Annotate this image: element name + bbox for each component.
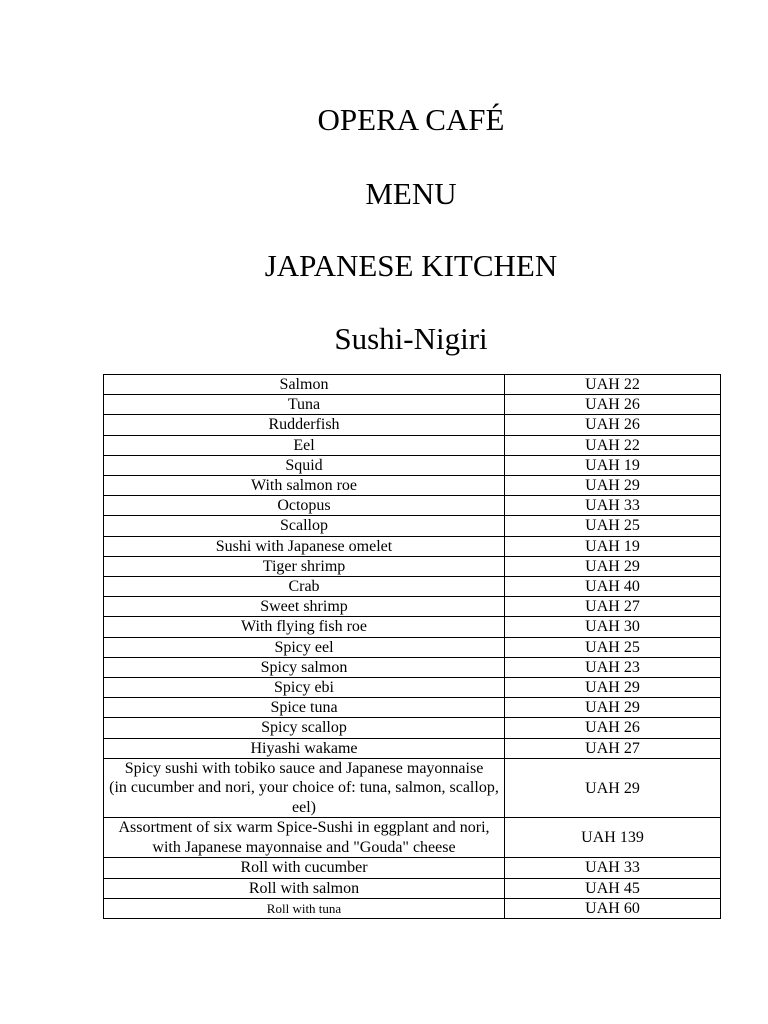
item-name: Spicy ebi (104, 678, 505, 698)
table-row (104, 698, 721, 718)
item-name: Spicy scallop (104, 718, 505, 738)
item-price: UAH 60 (505, 898, 721, 918)
table-row (104, 577, 721, 597)
item-price: UAH 25 (505, 637, 721, 657)
table-row (104, 718, 721, 738)
item-price: UAH 139 (505, 818, 721, 858)
kitchen-title: JAPANESE KITCHEN (264, 248, 558, 283)
table-row (104, 898, 721, 918)
table-row (104, 597, 721, 617)
item-price: UAH 22 (505, 435, 721, 455)
table-row (104, 556, 721, 576)
item-price: UAH 45 (505, 878, 721, 898)
table-row (104, 536, 721, 556)
item-price: UAH 29 (505, 476, 721, 496)
item-price: UAH 29 (505, 678, 721, 698)
item-price: UAH 29 (505, 556, 721, 576)
item-price: UAH 19 (505, 455, 721, 475)
item-name-main: Spicy sushi with tobiko sauce and Japanese mayonnaise (124, 759, 484, 777)
item-name: Assortment of six warm Spice-Sushi in eggplant and nori, with Japanese mayonnaise and "Gouda" cheese (104, 818, 505, 858)
table-row (104, 617, 721, 637)
item-name: With salmon roe (104, 476, 505, 496)
item-price: UAH 25 (505, 516, 721, 536)
item-price: UAH 26 (505, 415, 721, 435)
item-name: Spice tuna (104, 698, 505, 718)
item-name: With flying fish roe (104, 617, 505, 637)
item-name: Sushi with Japanese omelet (104, 536, 505, 556)
table-row (104, 758, 721, 818)
item-name: Roll with cucumber (104, 858, 505, 878)
item-price: UAH 26 (505, 395, 721, 415)
item-price: UAH 33 (505, 496, 721, 516)
item-price: UAH 33 (505, 858, 721, 878)
table-row (104, 637, 721, 657)
item-price: UAH 19 (505, 536, 721, 556)
table-row (104, 657, 721, 677)
item-price: UAH 22 (505, 375, 721, 395)
item-price: UAH 30 (505, 617, 721, 637)
table-row (104, 395, 721, 415)
table-row (104, 516, 721, 536)
table-row (104, 435, 721, 455)
table-row (104, 738, 721, 758)
item-note: (in cucumber and nori, your choice of: tuna, salmon, scallop, eel) (109, 779, 499, 816)
item-name: Rudderfish (104, 415, 505, 435)
item-name: Hiyashi wakame (104, 738, 505, 758)
item-price: UAH 27 (505, 738, 721, 758)
item-price: UAH 26 (505, 718, 721, 738)
item-price: UAH 27 (505, 597, 721, 617)
item-name: Roll with salmon (104, 878, 505, 898)
item-name: Tuna (104, 395, 505, 415)
cafe-name: OPERA CAFÉ (317, 102, 505, 137)
item-name: Crab (104, 577, 505, 597)
menu-table (103, 374, 721, 919)
table-row (104, 375, 721, 395)
table-row (104, 878, 721, 898)
table-row (104, 818, 721, 858)
table-row (104, 678, 721, 698)
table-row (104, 415, 721, 435)
table-row (104, 455, 721, 475)
item-name: Salmon (104, 375, 505, 395)
item-price: UAH 23 (505, 657, 721, 677)
item-name: Eel (104, 435, 505, 455)
item-name: Roll with tuna (104, 898, 505, 918)
item-name: Spicy salmon (104, 657, 505, 677)
table-row (104, 858, 721, 878)
item-price: UAH 29 (505, 758, 721, 818)
item-name: Spicy eel (104, 637, 505, 657)
item-name: Octopus (104, 496, 505, 516)
menu-title: MENU (365, 176, 457, 211)
item-price: UAH 29 (505, 698, 721, 718)
item-name: Scallop (104, 516, 505, 536)
item-price: UAH 40 (505, 577, 721, 597)
table-row (104, 496, 721, 516)
item-name: Sweet shrimp (104, 597, 505, 617)
section-title: Sushi-Nigiri (334, 321, 488, 356)
item-name: Squid (104, 455, 505, 475)
item-name (104, 758, 505, 818)
item-name: Tiger shrimp (104, 556, 505, 576)
table-row (104, 476, 721, 496)
